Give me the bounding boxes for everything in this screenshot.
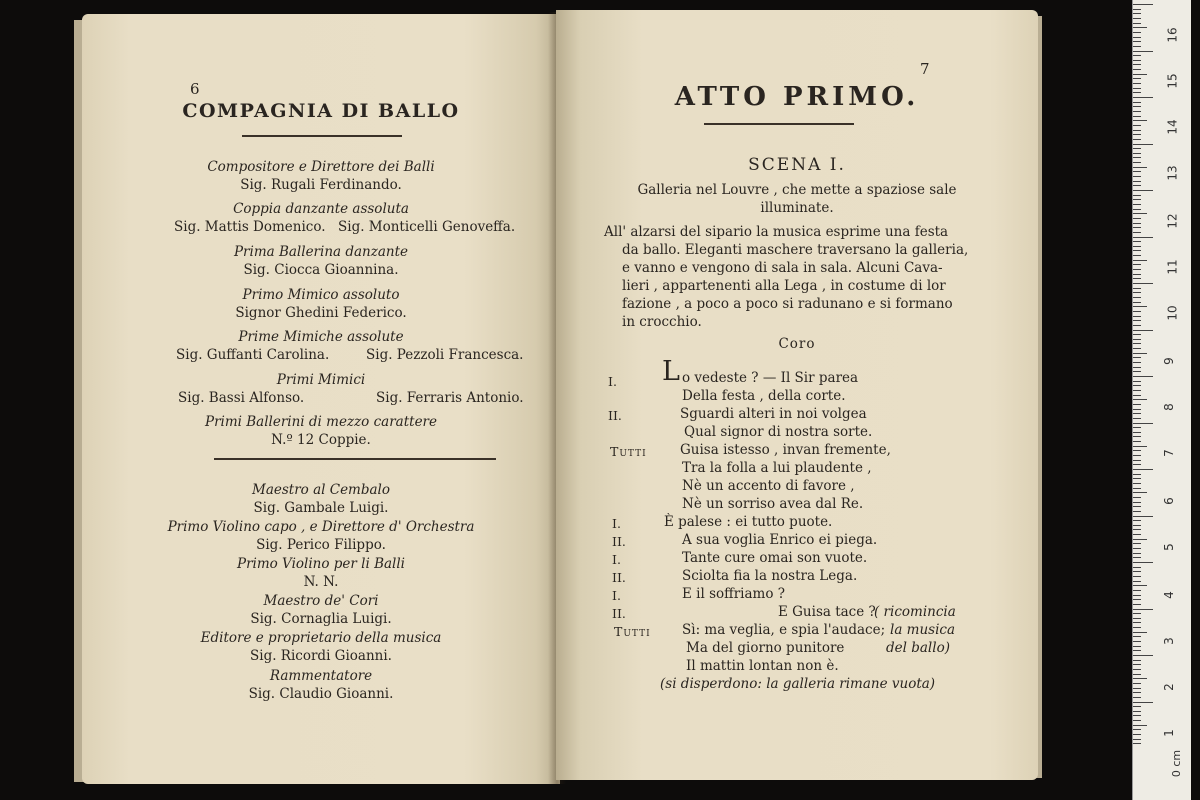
ruler-tick bbox=[1133, 478, 1141, 479]
ruler-tick bbox=[1133, 581, 1141, 582]
performer-name: Sig. Perico Filippo. bbox=[256, 537, 386, 553]
verse-line: È palese : ei tutto puote. bbox=[664, 514, 833, 530]
verse-line: Ma del giorno punitore bbox=[686, 640, 845, 656]
ruler-tick bbox=[1133, 241, 1141, 242]
ruler-tick bbox=[1133, 520, 1141, 521]
verse-line: Sguardi alteri in noi volgea bbox=[680, 406, 867, 422]
ruler-tick bbox=[1133, 120, 1147, 121]
ruler-tick bbox=[1133, 618, 1141, 619]
ruler-tick bbox=[1133, 27, 1147, 28]
ruler-tick bbox=[1133, 702, 1153, 703]
verse-line: Della festa , della corte. bbox=[682, 388, 846, 404]
ruler-number: 5 bbox=[1161, 543, 1176, 551]
ruler-tick bbox=[1133, 604, 1141, 605]
ruler-tick bbox=[1133, 278, 1141, 279]
role-label: Coppia danzante assoluta bbox=[233, 201, 409, 217]
ruler-tick bbox=[1133, 516, 1153, 517]
ruler-tick bbox=[1133, 353, 1147, 354]
ruler-tick bbox=[1133, 60, 1141, 61]
right-page-number: 7 bbox=[920, 60, 930, 78]
ruler-number: 7 bbox=[1161, 449, 1176, 457]
ruler-number: 2 bbox=[1161, 683, 1176, 691]
ruler-tick bbox=[1133, 418, 1141, 419]
ruler-tick bbox=[1133, 734, 1141, 735]
performer-name: N.º 12 Coppie. bbox=[271, 432, 371, 448]
scene-title: SCENA I. bbox=[748, 155, 846, 175]
speaker-label: Tutti bbox=[610, 444, 647, 459]
ruler-tick bbox=[1133, 218, 1141, 219]
ruler-tick bbox=[1133, 460, 1141, 461]
ruler-tick bbox=[1133, 139, 1141, 140]
ruler-tick bbox=[1133, 78, 1141, 79]
ruler-tick bbox=[1133, 650, 1141, 651]
ruler-tick bbox=[1133, 725, 1147, 726]
ruler-number: 4 bbox=[1161, 591, 1176, 599]
ruler-tick bbox=[1133, 9, 1141, 10]
coro-label: Coro bbox=[778, 336, 816, 352]
ruler-tick bbox=[1133, 367, 1141, 368]
stage-direction-line: in crocchio. bbox=[622, 314, 702, 330]
stage-direction-line: fazione , a poco a poco si radunano e si formano bbox=[622, 296, 953, 312]
company-heading: COMPAGNIA DI BALLO bbox=[182, 100, 460, 122]
ruler-tick bbox=[1133, 148, 1141, 149]
ruler-tick bbox=[1133, 237, 1153, 238]
ruler-tick bbox=[1133, 185, 1141, 186]
ruler-tick bbox=[1133, 595, 1141, 596]
ruler-tick bbox=[1133, 330, 1153, 331]
ruler-tick bbox=[1133, 250, 1141, 251]
ruler-tick bbox=[1133, 37, 1141, 38]
performer-name: Sig. Monticelli Genoveffa. bbox=[338, 219, 516, 235]
role-label: Editore e proprietario della musica bbox=[200, 630, 442, 646]
role-label: Primi Mimici bbox=[276, 372, 366, 388]
stage-direction-line: lieri , appartenenti alla Lega , in costume di lor bbox=[622, 278, 946, 294]
ruler-tick bbox=[1133, 739, 1141, 740]
ruler-tick bbox=[1133, 529, 1141, 530]
ruler-tick bbox=[1133, 162, 1141, 163]
ruler-tick bbox=[1133, 627, 1141, 628]
ruler-tick bbox=[1133, 729, 1141, 730]
performer-name: Sig. Bassi Alfonso. bbox=[178, 390, 305, 406]
ruler-number: 9 bbox=[1161, 357, 1176, 365]
ruler-tick bbox=[1133, 590, 1141, 591]
speaker-label: II. bbox=[612, 570, 626, 585]
ruler-tick bbox=[1133, 269, 1141, 270]
performer-name: Sig. Guffanti Carolina. bbox=[176, 347, 330, 363]
ruler-tick bbox=[1133, 692, 1141, 693]
ruler-tick bbox=[1133, 488, 1141, 489]
ruler-tick bbox=[1133, 446, 1147, 447]
ruler-tick bbox=[1133, 543, 1141, 544]
ruler-tick bbox=[1133, 232, 1141, 233]
ruler-tick bbox=[1133, 55, 1141, 56]
ruler-tick bbox=[1133, 92, 1141, 93]
ruler-tick bbox=[1133, 223, 1141, 224]
stage-direction-line: e vanno e vengono di sala in sala. Alcuni Cava- bbox=[622, 260, 943, 276]
stage-direction-line: da ballo. Eleganti maschere traversano la galleria, bbox=[622, 242, 969, 258]
ruler-tick bbox=[1133, 715, 1141, 716]
ruler-tick bbox=[1133, 567, 1141, 568]
ruler-tick bbox=[1133, 23, 1141, 24]
ruler-tick bbox=[1133, 348, 1141, 349]
ruler-tick bbox=[1133, 13, 1141, 14]
verse-line: Sciolta fia la nostra Lega. bbox=[682, 568, 858, 584]
verse-line: Nè un accento di favore , bbox=[682, 478, 855, 494]
stage-direction-line: All' alzarsi del sipario la musica esprime una festa bbox=[604, 224, 949, 240]
role-label: Maestro de' Cori bbox=[263, 593, 379, 609]
role-label: Primi Ballerini di mezzo carattere bbox=[204, 414, 437, 430]
ruler-tick bbox=[1133, 209, 1141, 210]
role-label: Maestro al Cembalo bbox=[252, 482, 390, 498]
ruler-tick bbox=[1133, 678, 1147, 679]
ruler-tick bbox=[1133, 97, 1153, 98]
ruler-tick bbox=[1133, 362, 1141, 363]
role-label: Primo Mimico assoluto bbox=[242, 287, 400, 303]
performer-name: Sig. Pezzoli Francesca. bbox=[366, 347, 524, 363]
ruler-tick bbox=[1133, 539, 1147, 540]
ruler-tick bbox=[1133, 255, 1141, 256]
ruler-tick bbox=[1133, 390, 1141, 391]
performer-name: Sig. Cornaglia Luigi. bbox=[250, 611, 392, 627]
ruler-tick bbox=[1133, 292, 1141, 293]
ruler-tick bbox=[1133, 88, 1141, 89]
ruler-tick bbox=[1133, 125, 1141, 126]
ruler-tick bbox=[1133, 492, 1147, 493]
side-note-line: ( ricomincia bbox=[874, 604, 956, 620]
section-rule bbox=[214, 458, 496, 460]
ruler-tick bbox=[1133, 455, 1141, 456]
verse-line: Guisa istesso , invan fremente, bbox=[680, 442, 891, 458]
ruler-number: 8 bbox=[1161, 403, 1176, 411]
ruler-tick bbox=[1133, 669, 1141, 670]
ruler-tick bbox=[1133, 343, 1141, 344]
ruler-tick bbox=[1133, 655, 1153, 656]
ruler-tick bbox=[1133, 562, 1153, 563]
ruler-tick bbox=[1133, 548, 1141, 549]
role-label: Compositore e Direttore dei Balli bbox=[207, 159, 435, 175]
ruler-tick bbox=[1133, 334, 1141, 335]
ruler-tick bbox=[1133, 288, 1141, 289]
ruler-number: 11 bbox=[1165, 259, 1180, 275]
ruler-tick bbox=[1133, 646, 1141, 647]
heading-ornament bbox=[242, 135, 402, 137]
verse-line: Qual signor di nostra sorte. bbox=[684, 424, 873, 440]
ruler-tick bbox=[1133, 320, 1141, 321]
verse-line: Il mattin lontan non è. bbox=[686, 658, 839, 674]
verse-line: E Guisa tace ? bbox=[778, 604, 876, 620]
performer-name: Sig. Ferraris Antonio. bbox=[376, 390, 524, 406]
left-page bbox=[82, 14, 560, 784]
ruler-tick bbox=[1133, 502, 1141, 503]
performer-name: Sig. Gambale Luigi. bbox=[253, 500, 389, 516]
drop-cap: L bbox=[662, 356, 680, 387]
ruler-number: 6 bbox=[1161, 497, 1176, 505]
ruler-number: 13 bbox=[1165, 165, 1180, 181]
ruler-tick bbox=[1133, 246, 1141, 247]
ruler-tick bbox=[1133, 450, 1141, 451]
ruler-tick bbox=[1133, 167, 1147, 168]
ruler-tick bbox=[1133, 306, 1147, 307]
right-page bbox=[556, 10, 1038, 780]
ruler-tick bbox=[1133, 195, 1141, 196]
speaker-label: I. bbox=[612, 588, 621, 603]
act-ornament bbox=[704, 123, 854, 125]
act-title: ATTO PRIMO. bbox=[674, 82, 920, 112]
ruler-tick bbox=[1133, 41, 1141, 42]
ruler-number: 1 bbox=[1161, 729, 1176, 737]
ruler-tick bbox=[1133, 711, 1141, 712]
role-label: Prima Ballerina danzante bbox=[233, 244, 409, 260]
ruler-tick bbox=[1133, 260, 1147, 261]
ruler-tick bbox=[1133, 18, 1141, 19]
ruler-tick bbox=[1133, 213, 1147, 214]
ruler-tick bbox=[1133, 506, 1141, 507]
ruler-tick bbox=[1133, 464, 1141, 465]
ruler-tick bbox=[1133, 171, 1141, 172]
ruler-tick bbox=[1133, 157, 1141, 158]
ruler-tick bbox=[1133, 32, 1141, 33]
role-label: Rammentatore bbox=[269, 668, 373, 684]
ruler-tick bbox=[1133, 199, 1141, 200]
performer-name: Sig. Mattis Domenico. bbox=[174, 219, 326, 235]
ruler-tick bbox=[1133, 534, 1141, 535]
ruler-tick bbox=[1133, 181, 1141, 182]
ruler-tick bbox=[1133, 436, 1141, 437]
ruler-tick bbox=[1133, 381, 1141, 382]
verse-line: E il soffriamo ? bbox=[682, 586, 785, 602]
ruler-tick bbox=[1133, 102, 1141, 103]
ruler-tick bbox=[1133, 599, 1141, 600]
ruler-tick bbox=[1133, 483, 1141, 484]
ruler-tick bbox=[1133, 557, 1141, 558]
ruler-tick bbox=[1133, 325, 1141, 326]
ruler-tick bbox=[1133, 106, 1141, 107]
ruler-tick bbox=[1133, 585, 1147, 586]
ruler-tick bbox=[1133, 357, 1141, 358]
ruler-tick bbox=[1133, 339, 1141, 340]
setting-line: Galleria nel Louvre , che mette a spaziose sale bbox=[637, 182, 957, 198]
side-note-line: la musica bbox=[890, 622, 956, 638]
role-label: Primo Violino per li Balli bbox=[236, 556, 405, 572]
speaker-label: II. bbox=[612, 606, 626, 621]
verse-line: Sì: ma veglia, e spia l'audace; bbox=[682, 622, 886, 638]
ruler-tick bbox=[1133, 264, 1141, 265]
ruler-tick bbox=[1133, 395, 1141, 396]
ruler-tick bbox=[1133, 297, 1141, 298]
ruler-tick bbox=[1133, 69, 1141, 70]
ruler-tick bbox=[1133, 130, 1141, 131]
role-label: Prime Mimiche assolute bbox=[238, 329, 404, 345]
role-label: Primo Violino capo , e Direttore d' Orchestra bbox=[167, 519, 475, 535]
performer-name: Sig. Ricordi Gioanni. bbox=[250, 648, 392, 664]
ruler-tick bbox=[1133, 274, 1141, 275]
ruler-number: 10 bbox=[1165, 305, 1180, 321]
ruler-tick bbox=[1133, 190, 1153, 191]
ruler-tick bbox=[1133, 660, 1141, 661]
final-stage-direction: (si disperdono: la galleria rimane vuota) bbox=[660, 676, 936, 692]
speaker-label: Tutti bbox=[614, 624, 651, 639]
ruler-tick bbox=[1133, 553, 1141, 554]
ruler-tick bbox=[1133, 706, 1141, 707]
speaker-label: II. bbox=[612, 534, 626, 549]
ruler-tick bbox=[1133, 641, 1141, 642]
ruler-number: 14 bbox=[1165, 119, 1180, 135]
ruler-tick bbox=[1133, 697, 1141, 698]
ruler-tick bbox=[1133, 116, 1141, 117]
ruler-tick bbox=[1133, 302, 1141, 303]
setting-line: illuminate. bbox=[760, 200, 834, 216]
verse-line: Nè un sorriso avea dal Re. bbox=[682, 496, 864, 512]
ruler-tick bbox=[1133, 311, 1141, 312]
ruler-number: 15 bbox=[1165, 73, 1180, 89]
performer-name: N. N. bbox=[303, 574, 339, 590]
ruler-tick bbox=[1133, 153, 1141, 154]
ruler-tick bbox=[1133, 409, 1141, 410]
ruler-tick bbox=[1133, 636, 1141, 637]
ruler-tick bbox=[1133, 622, 1141, 623]
ruler-tick bbox=[1133, 720, 1141, 721]
ruler-tick bbox=[1133, 571, 1141, 572]
ruler-tick bbox=[1133, 316, 1141, 317]
ruler-tick bbox=[1133, 283, 1153, 284]
speaker-label: I. bbox=[612, 516, 621, 531]
ruler-tick bbox=[1133, 674, 1141, 675]
ruler-tick bbox=[1133, 525, 1141, 526]
ruler-tick bbox=[1133, 46, 1141, 47]
ruler-unit: 0 cm bbox=[1170, 749, 1184, 778]
ruler-tick bbox=[1133, 144, 1153, 145]
ruler-tick bbox=[1133, 632, 1147, 633]
left-page-number: 6 bbox=[190, 80, 200, 98]
ruler-tick bbox=[1133, 83, 1141, 84]
verse-line: A sua voglia Enrico ei piega. bbox=[682, 532, 878, 548]
ruler-tick bbox=[1133, 423, 1153, 424]
ruler-tick bbox=[1133, 134, 1141, 135]
ruler-tick bbox=[1133, 111, 1141, 112]
ruler-tick bbox=[1133, 664, 1141, 665]
ruler-tick bbox=[1133, 176, 1141, 177]
ruler-number: 16 bbox=[1165, 27, 1180, 43]
ruler-tick bbox=[1133, 227, 1141, 228]
ruler-tick bbox=[1133, 4, 1153, 5]
verse-line: Tante cure omai son vuote. bbox=[682, 550, 868, 566]
ruler-tick bbox=[1133, 688, 1141, 689]
ruler-tick bbox=[1133, 404, 1141, 405]
speaker-label: I. bbox=[612, 552, 621, 567]
ruler-tick bbox=[1133, 469, 1153, 470]
ruler-tick bbox=[1133, 609, 1153, 610]
speaker-label: II. bbox=[608, 408, 622, 423]
ruler-tick bbox=[1133, 474, 1141, 475]
speaker-label: I. bbox=[608, 374, 617, 389]
ruler-number: 3 bbox=[1161, 637, 1176, 645]
measuring-ruler bbox=[1132, 0, 1191, 800]
ruler-tick bbox=[1133, 204, 1141, 205]
verse-line: Tra la folla a lui plaudente , bbox=[682, 460, 872, 476]
ruler-tick bbox=[1133, 441, 1141, 442]
ruler-tick bbox=[1133, 385, 1141, 386]
verse-line: o vedeste ? — Il Sir parea bbox=[682, 370, 859, 386]
ruler-tick bbox=[1133, 613, 1141, 614]
performer-name: Sig. Ciocca Gioannina. bbox=[243, 262, 399, 278]
ruler-tick bbox=[1133, 64, 1141, 65]
ruler-tick bbox=[1133, 74, 1147, 75]
ruler-tick bbox=[1133, 683, 1141, 684]
ruler-tick bbox=[1133, 576, 1141, 577]
ruler-tick bbox=[1133, 376, 1153, 377]
performer-name: Signor Ghedini Federico. bbox=[235, 305, 407, 321]
ruler-tick bbox=[1133, 432, 1141, 433]
ruler-tick bbox=[1133, 743, 1141, 744]
ruler-tick bbox=[1133, 399, 1147, 400]
ruler-tick bbox=[1133, 413, 1141, 414]
ruler-tick bbox=[1133, 427, 1141, 428]
ruler-tick bbox=[1133, 497, 1141, 498]
side-note-line: del ballo) bbox=[886, 640, 950, 656]
ruler-tick bbox=[1133, 511, 1141, 512]
ruler-tick bbox=[1133, 51, 1153, 52]
performer-name: Sig. Rugali Ferdinando. bbox=[240, 177, 402, 193]
ruler-tick bbox=[1133, 371, 1141, 372]
ruler-number: 12 bbox=[1165, 213, 1180, 229]
performer-name: Sig. Claudio Gioanni. bbox=[248, 686, 394, 702]
